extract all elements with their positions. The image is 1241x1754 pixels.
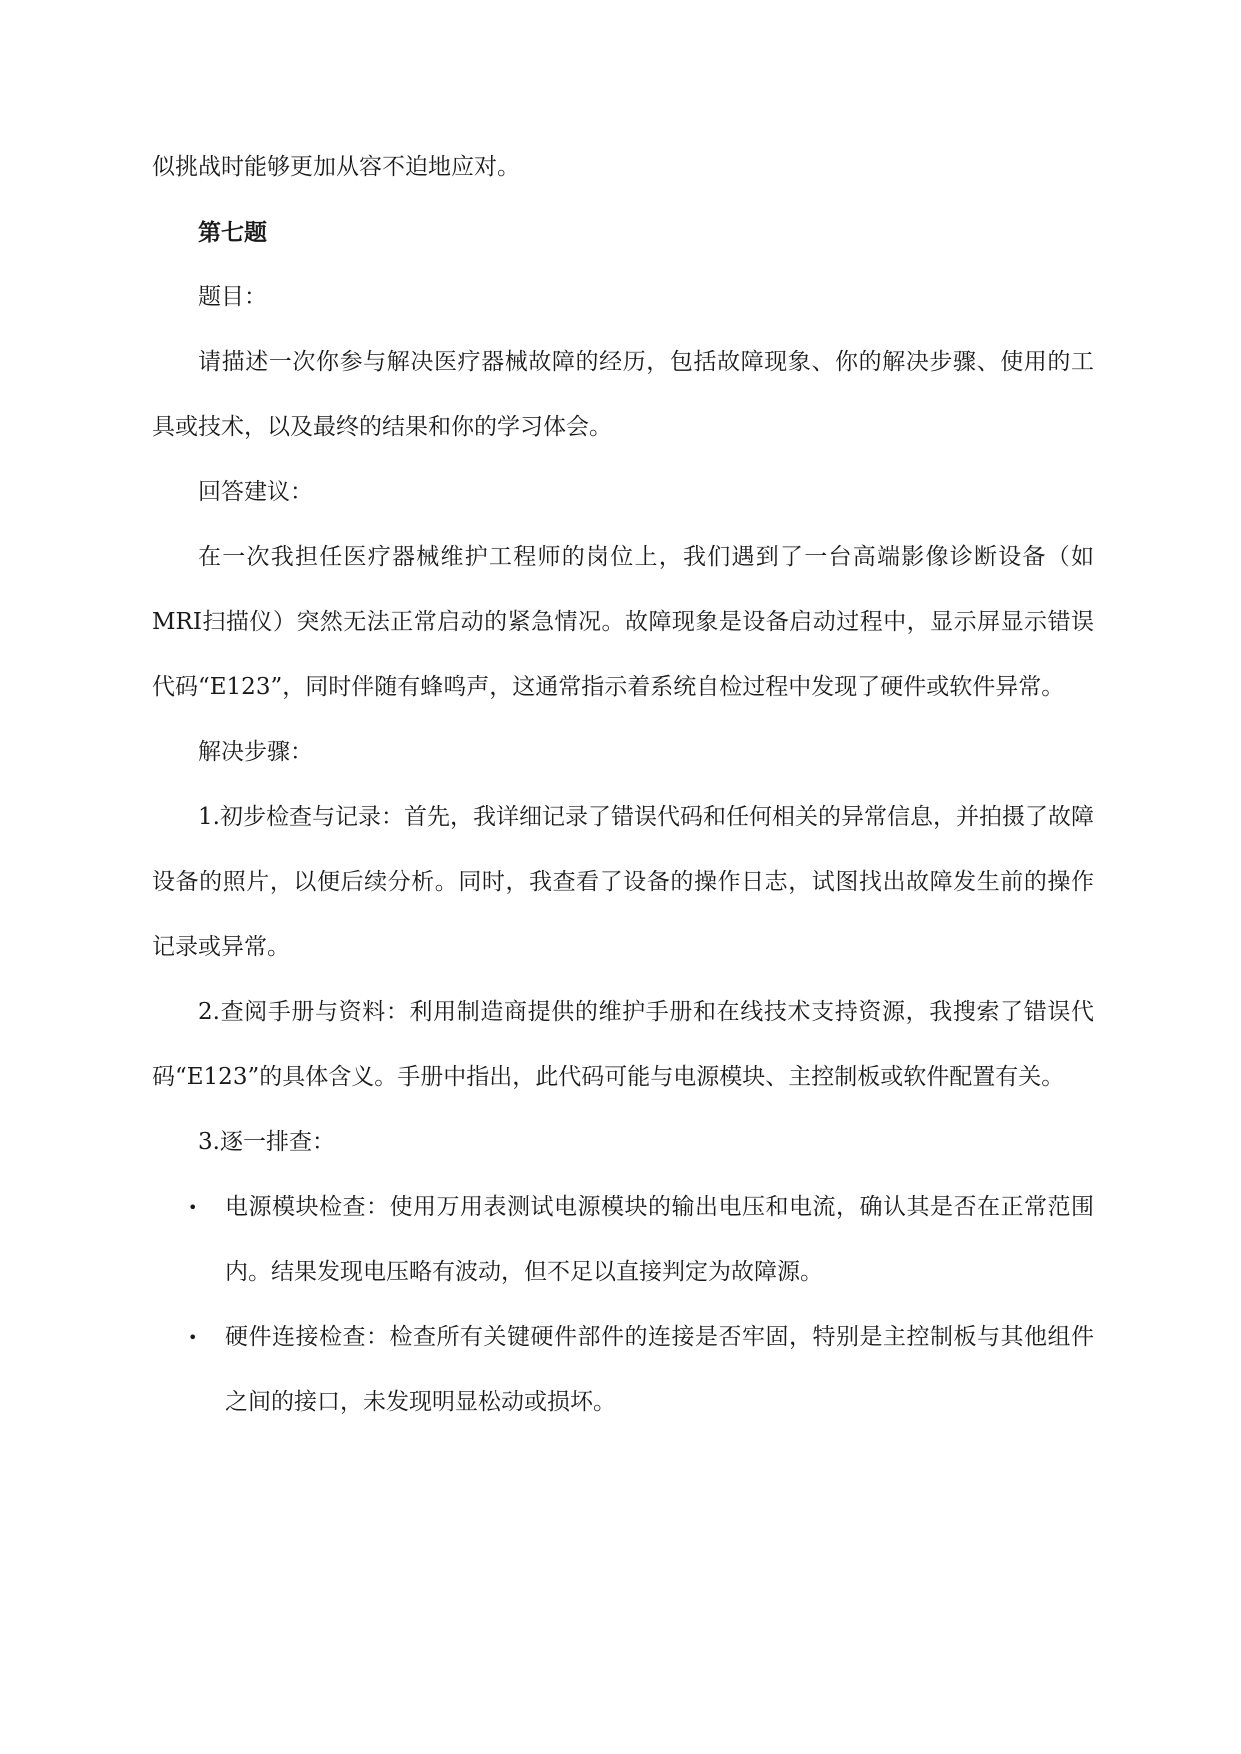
steps-label: 解决步骤： xyxy=(198,739,313,765)
bullet-icon: • xyxy=(188,1198,198,1217)
document-body xyxy=(152,135,1094,1435)
list-item xyxy=(152,1175,1094,1305)
answer-intro-paragraph: 在一次我担任医疗器械维护工程师的岗位上，我们遇到了一台高端影像诊断设备（如MRI扫描仪）突然无法正常启动的紧急情况。故障现象是设备启动过程中，显示屏显示错误代码“E123”，同时伴随有蜂鸣声，这通常指示着系统自检过程中发现了硬件或软件异常。 xyxy=(152,544,1094,700)
checks-list xyxy=(152,1175,1094,1435)
list-item xyxy=(152,1305,1094,1435)
section-heading: 第七题 xyxy=(198,219,267,246)
step-1-paragraph: 1.初步检查与记录：首先，我详细记录了错误代码和任何相关的异常信息，并拍摄了故障设备的照片，以便后续分析。同时，我查看了设备的操作日志，试图找出故障发生前的操作记录或异常。 xyxy=(152,804,1094,960)
bullet-icon: • xyxy=(188,1328,198,1347)
list-item-text: 硬件连接检查：检查所有关键硬件部件的连接是否牢固，特别是主控制板与其他组件之间的接口，未发现明显松动或损坏。 xyxy=(225,1324,1094,1415)
answer-label: 回答建议： xyxy=(198,479,313,505)
question-label: 题目： xyxy=(198,284,267,310)
question-text: 请描述一次你参与解决医疗器械故障的经历，包括故障现象、你的解决步骤、使用的工具或技术，以及最终的结果和你的学习体会。 xyxy=(152,349,1094,440)
step-2-paragraph: 2.查阅手册与资料：利用制造商提供的维护手册和在线技术支持资源，我搜索了错误代码“E123”的具体含义。手册中指出，此代码可能与电源模块、主控制板或软件配置有关。 xyxy=(152,999,1094,1090)
step-3-label: 3.逐一排查： xyxy=(198,1129,335,1155)
continuation-paragraph: 似挑战时能够更加从容不迫地应对。 xyxy=(152,154,520,180)
list-item-text: 电源模块检查：使用万用表测试电源模块的输出电压和电流，确认其是否在正常范围内。结果发现电压略有波动，但不足以直接判定为故障源。 xyxy=(225,1194,1094,1285)
